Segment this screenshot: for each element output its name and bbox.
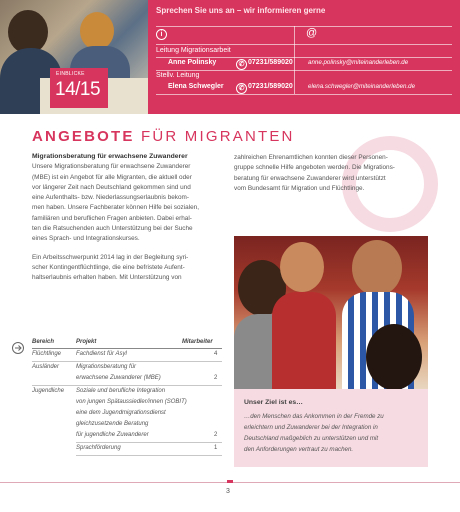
- cell-count: 2: [214, 375, 218, 381]
- contact-email[interactable]: anne.polinsky@miteinanderleben.de: [308, 59, 409, 66]
- cell-bereich: Flüchtlinge: [32, 351, 62, 357]
- contact-panel: [148, 0, 460, 114]
- text-line: men haben. Unsere Fachberater können Hilfe bei sozialen,: [32, 204, 199, 212]
- badge-year: 14/15: [55, 79, 101, 100]
- text-line: Deutschland maßgeblich zu unterstützen und mit: [244, 435, 379, 442]
- cell-projekt: Fachdienst für Asyl: [76, 351, 127, 357]
- child-body: [272, 292, 336, 389]
- cell-projekt: eine dem Jugendmigrationsdienst: [76, 410, 166, 416]
- info-icon: i: [156, 29, 167, 40]
- year-badge: [50, 68, 108, 108]
- page-title: [32, 128, 295, 145]
- phone-icon: ✆: [236, 83, 247, 94]
- title-rest: FÜR MIGRANTEN: [134, 128, 295, 145]
- text-line: eine Aufenthalts- bzw. Niederlassungserlaubnis bekom-: [32, 194, 190, 202]
- text-line: zahlreichen Ehrenamtlichen konnten dieser Personen-: [234, 154, 388, 161]
- text-line: ten die Ratsuchenden auch Unterstützung bei der Suche: [32, 225, 193, 233]
- at-icon: @: [306, 27, 318, 39]
- paragraph: [32, 253, 222, 284]
- contact-phone[interactable]: 07231/589020: [248, 83, 293, 90]
- text-line: haltserlaubnis erhalten haben. Mit Unterstützung von: [32, 274, 182, 282]
- goal-heading: Unser Ziel ist es…: [244, 399, 303, 406]
- child-face: [352, 240, 402, 296]
- header-mitarbeiter: Mitarbeiter: [182, 339, 213, 345]
- text-line: den Anforderungen vertraut zu machen.: [244, 446, 354, 453]
- contact-name: Anne Polinsky: [168, 59, 217, 66]
- text-line: Unsere Migrationsberatung für erwachsene Zuwanderer: [32, 163, 191, 171]
- text-line: erleichtern und Zuwanderer bei der Integration in: [244, 424, 378, 431]
- children-photo: [234, 236, 428, 389]
- text-line: …den Menschen das Ankommen in der Fremde zu: [244, 413, 384, 420]
- text-line: gruppe schnelle Hilfe angeboten werden. Die Migrations-: [234, 164, 395, 172]
- divider: [76, 442, 222, 443]
- divider: [156, 57, 452, 58]
- text-line: beratung für erwachsene Zuwanderer wird unterstützt: [234, 174, 386, 182]
- cell-bereich: Jugendliche: [32, 388, 65, 394]
- divider: [76, 455, 222, 456]
- contact-role: Leitung Migrationsarbeit: [156, 47, 231, 54]
- text-line: vom Bundesamt für Migration und Flüchtlinge.: [234, 184, 365, 192]
- cell-count: 2: [214, 432, 218, 438]
- goal-text: [244, 411, 420, 455]
- title-bold: ANGEBOTE: [32, 128, 135, 145]
- footer-marker: [227, 480, 233, 483]
- text-line: Ein Arbeitsschwerpunkt 2014 lag in der Begleitung syri-: [32, 253, 189, 261]
- cell-projekt: Migrationsberatung für: [76, 364, 137, 370]
- child-face: [366, 324, 422, 389]
- contact-email[interactable]: elena.schwegler@miteinanderleben.de: [308, 83, 416, 90]
- section-heading: Migrationsberatung für erwachsene Zuwanderer: [32, 153, 188, 160]
- paragraph: [32, 162, 222, 244]
- cell-projekt: von jungen Spätaussiedler/innen (SOBIT): [76, 399, 187, 405]
- cell-projekt: Sprachförderung: [76, 445, 121, 451]
- header-bereich: Bereich: [32, 339, 55, 345]
- divider: [156, 70, 452, 71]
- person-head: [80, 12, 114, 50]
- page-number: 3: [226, 488, 230, 495]
- text-line: vor längerer Zeit nach Deutschland gekommen sind und: [32, 183, 191, 191]
- contact-phone[interactable]: 07231/589020: [248, 59, 293, 66]
- cell-bereich: Ausländer: [32, 364, 60, 370]
- left-column: [32, 152, 222, 292]
- contact-heading: Sprechen Sie uns an – wir informieren gerne: [156, 6, 326, 15]
- child-face: [280, 242, 324, 292]
- divider: [156, 94, 452, 95]
- arrow-right-icon: [12, 342, 24, 354]
- divider: [32, 385, 222, 386]
- contact-role: Stellv. Leitung: [156, 72, 200, 79]
- cell-projekt: erwachsene Zuwanderer (MBE): [76, 375, 161, 381]
- cell-projekt: gleichzusetzende Beratung: [76, 421, 149, 427]
- divider: [156, 26, 452, 27]
- divider: [32, 361, 222, 362]
- right-column: [234, 153, 430, 194]
- header-band: [0, 0, 460, 114]
- cell-count: 4: [214, 351, 218, 357]
- cell-projekt: für jugendliche Zuwanderer: [76, 432, 149, 438]
- badge-label: EINBLICKE: [56, 71, 85, 77]
- header-projekt: Projekt: [76, 339, 97, 345]
- goal-box: [234, 389, 428, 467]
- divider: [32, 348, 222, 349]
- cell-count: 1: [214, 445, 218, 451]
- divider: [156, 44, 452, 45]
- text-line: (MBE) ist ein Angebot für alle Migranten, die aktuell oder: [32, 173, 192, 181]
- text-line: familiären und beruflichen Fragen anbieten. Dabei erhal-: [32, 214, 192, 222]
- text-line: scher Kontingentflüchtlinge, die eine befristete Aufent-: [32, 263, 185, 271]
- contact-name: Elena Schwegler: [168, 83, 224, 90]
- phone-icon: ✆: [236, 59, 247, 70]
- cell-projekt: Soziale und berufliche Integration: [76, 388, 166, 394]
- text-line: eines Sprach- und Integrationskurses.: [32, 235, 140, 243]
